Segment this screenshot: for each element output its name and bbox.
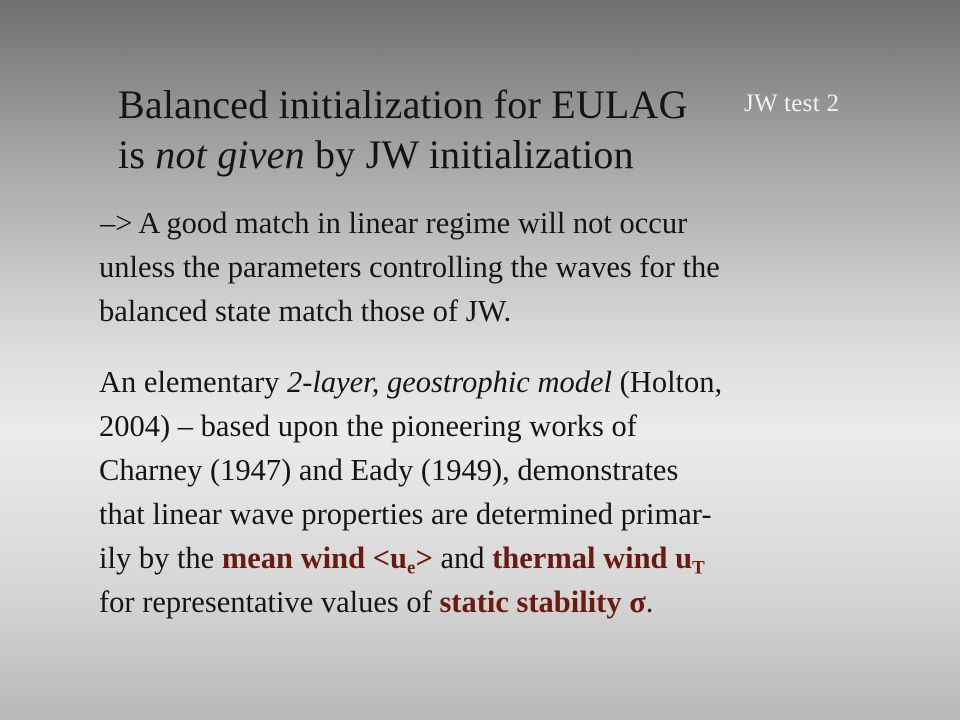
paragraph-2-line: [99, 580, 859, 624]
text: and: [432, 541, 493, 575]
model-emphasis: 2-layer, geostrophic model: [287, 365, 613, 399]
title-suffix: by JW initialization: [304, 132, 634, 177]
text: ily by the: [99, 541, 222, 575]
mean-wind-subscript: e: [407, 557, 416, 579]
paragraph-1: [99, 201, 859, 333]
mean-wind-term: [221, 541, 433, 579]
slide-tag: JW test 2: [744, 90, 840, 117]
paragraph-1-line: balanced state match those of JW.: [99, 294, 512, 328]
paragraph-2: [99, 360, 859, 624]
paragraph-2-line: 2004) – based upon the pioneering works of: [99, 409, 637, 443]
static-stability-text: static stability: [439, 585, 630, 619]
title-prefix: is: [118, 132, 156, 177]
thermal-wind-term: [492, 541, 705, 579]
paragraph-1-line: –> A good match in linear regime will not occur: [100, 206, 688, 240]
paragraph-2-line: [99, 536, 859, 580]
paragraph-2-line: [99, 360, 859, 404]
title-emphasis: not given: [155, 132, 305, 177]
title-line-2: [118, 130, 688, 180]
paragraph-1-line: unless the parameters controlling the waves for the: [99, 250, 720, 284]
paragraph-2-line: that linear wave properties are determined primar-: [99, 497, 712, 531]
thermal-wind-text: thermal wind u: [492, 541, 693, 575]
mean-wind-text: mean wind <u: [221, 541, 408, 575]
title-line-1: Balanced initialization for EULAG: [118, 82, 688, 127]
paragraph-2-line: Charney (1947) and Eady (1949), demonstrates: [99, 453, 679, 487]
thermal-wind-subscript: T: [692, 557, 705, 579]
static-stability-term: [439, 585, 645, 619]
text: (Holton,: [612, 365, 723, 399]
sigma-symbol: σ: [629, 585, 646, 619]
mean-wind-end: >: [415, 541, 433, 575]
text: An elementary: [99, 365, 288, 399]
slide-title: [118, 80, 688, 180]
text: for representative values of: [99, 585, 440, 619]
text: .: [645, 585, 654, 619]
